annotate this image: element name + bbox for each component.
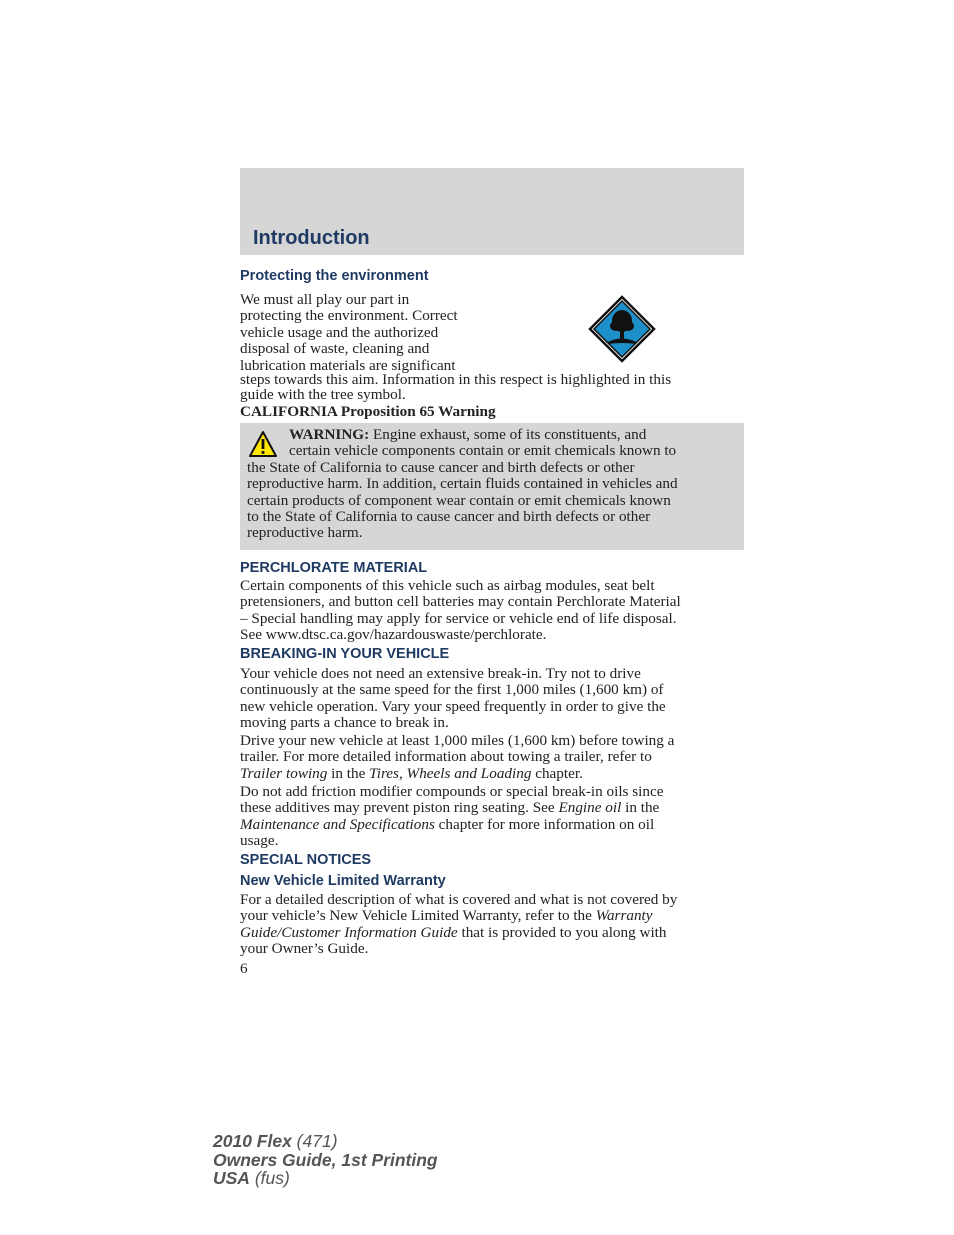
text-line: certain products of component wear contain or emit chemicals known [247,491,671,509]
text-line: your Owner’s Guide. [240,940,369,958]
reference-trailer-towing: Trailer towing [240,764,328,782]
reference-maintenance-specifications: Maintenance and Specifications [240,815,435,833]
text-line: disposal of waste, cleaning and [240,340,430,358]
text-line: reproductive harm. In addition, certain fluids contained in vehicles and [247,475,678,493]
section-heading-breakin: BREAKING-IN YOUR VEHICLE [240,646,450,662]
perchlorate-paragraph [240,578,742,644]
text-line: lubrication materials are significant [240,356,456,374]
section-heading-perchlorate: PERCHLORATE MATERIAL [240,560,428,576]
text-line: – Special handling may apply for service or vehicle end of life disposal. [240,609,677,627]
warranty-paragraph [240,892,742,958]
text-line: vehicle usage and the authorized [240,323,439,341]
tree-icon [588,295,656,363]
breakin-paragraph-1 [240,666,742,732]
text-line: Drive your new vehicle at least 1,000 miles (1,600 km) before towing a [240,732,675,749]
text-line: Trailer towing in the Tires, Wheels and Loading chapter. [240,764,583,782]
text-line: trailer. For more detailed information about towing a trailer, refer to [240,748,652,766]
subheading-warranty: New Vehicle Limited Warranty [240,873,446,889]
california-heading: CALIFORNIA Proposition 65 Warning [240,403,496,420]
text-line: your vehicle’s New Vehicle Limited Warranty, refer to the Warranty [240,907,653,925]
breakin-paragraph-3 [240,784,742,850]
reference-guide: Guide/Customer Information Guide [240,923,458,941]
breakin-paragraph-2 [240,733,742,782]
text-line: See www.dtsc.ca.gov/hazardouswaste/perchlorate. [240,626,547,644]
footer-line-guide: Owners Guide, 1st Printing [213,1149,438,1170]
footer-line-region: USA (fus) [213,1168,290,1188]
section-heading-environment: Protecting the environment [240,268,429,284]
text-line: guide with the tree symbol. [240,386,406,404]
text-line: continuously at the same speed for the first 1,000 miles (1,600 km) of [240,681,664,699]
text-line: moving parts a chance to break in. [240,714,449,732]
text-line: WARNING: Engine exhaust, some of its constituents, and [289,426,647,443]
section-heading-special-notices: SPECIAL NOTICES [240,852,372,868]
warning-box [240,423,744,550]
text-line: For a detailed description of what is covered and what is not covered by [240,891,678,908]
text-line: pretensioners, and button cell batteries may contain Perchlorate Material [240,593,681,611]
reference-engine-oil: Engine oil [558,799,622,817]
text-line: new vehicle operation. Vary your speed frequently in order to give the [240,697,666,715]
text-line: to the State of California to cause cancer and birth defects or other [247,508,651,526]
text-line: Do not add friction modifier compounds or special break-in oils since [240,783,664,800]
reference-warranty: Warranty [595,907,653,925]
warning-text [247,427,739,542]
footer-line-model: 2010 Flex (471) [213,1131,338,1151]
text-line: usage. [240,832,279,850]
text-line: the State of California to cause cancer and birth defects or other [247,458,635,476]
text-line: Maintenance and Specifications chapter for more information on oil [240,815,655,833]
text-line: protecting the environment. Correct [240,307,458,325]
text-line: Certain components of this vehicle such as airbag modules, seat belt [240,577,655,594]
chapter-header [240,168,744,255]
page-number: 6 [240,960,248,977]
text-line: steps towards this aim. Information in this respect is highlighted in this [240,371,672,389]
text-line: We must all play our part in [240,291,410,308]
text-line: Your vehicle does not need an extensive break-in. Try not to drive [240,665,641,682]
text-line: reproductive harm. [247,524,363,542]
footer [213,1132,438,1188]
text-line: these additives may prevent piston ring seating. See Engine oil in the [240,799,660,817]
text-line: Guide/Customer Information Guide that is provided to you along with [240,923,667,941]
warning-label: WARNING: [289,426,370,443]
chapter-title: Introduction [253,227,370,249]
text-line: certain vehicle components contain or emit chemicals known to [289,442,677,460]
reference-tires-wheels-loading: Tires, Wheels and Loading [369,764,532,782]
environment-paragraph [240,292,742,404]
